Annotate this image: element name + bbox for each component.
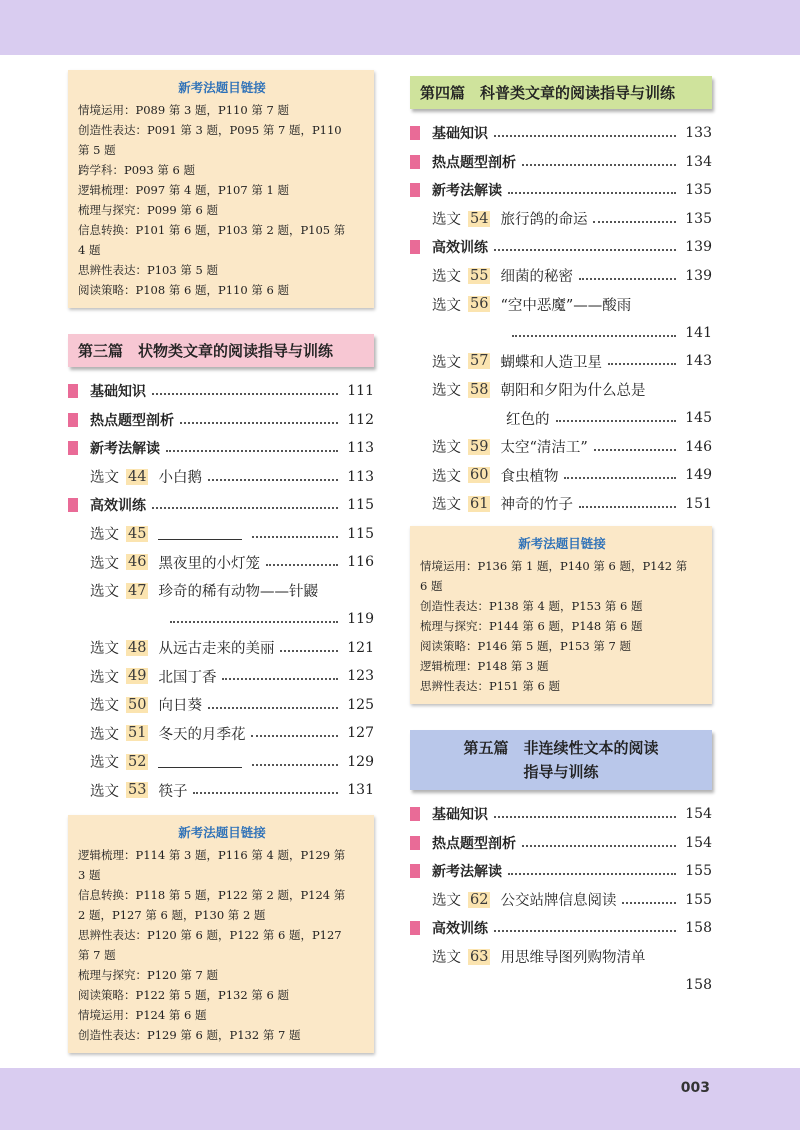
item-number: 45 bbox=[128, 525, 147, 542]
link-line: 梳理与探究：P120 第 7 题 bbox=[78, 967, 218, 982]
link-box-title: 新考法题目链接 bbox=[178, 824, 266, 840]
item-number: 48 bbox=[128, 639, 147, 656]
toc-item[interactable] bbox=[410, 943, 712, 972]
item-prefix: 选文 bbox=[432, 297, 461, 314]
link-box-title: 新考法题目链接 bbox=[178, 80, 266, 95]
item-prefix: 选文 bbox=[90, 783, 119, 800]
page-number: 145 bbox=[685, 410, 712, 427]
link-line: 3 题 bbox=[78, 867, 101, 882]
item-title: 旅行鸽的命运 bbox=[500, 212, 588, 229]
dot-leader bbox=[579, 268, 676, 280]
item-number: 59 bbox=[470, 438, 489, 455]
pink-bullet-icon bbox=[410, 126, 420, 140]
page-number: 112 bbox=[347, 411, 374, 428]
top-band bbox=[0, 0, 800, 55]
pink-bullet-icon bbox=[68, 413, 78, 427]
link-line: 梳理与探究：P099 第 6 题 bbox=[78, 203, 218, 217]
toc-item[interactable] bbox=[68, 776, 374, 805]
page-number: 135 bbox=[685, 210, 712, 227]
link-box-3 bbox=[410, 526, 712, 704]
toc-item[interactable] bbox=[410, 433, 712, 462]
toc-item[interactable] bbox=[68, 577, 374, 606]
link-line: 逻辑梳理：P114 第 3 题，P116 第 4 题，P129 第 bbox=[78, 847, 346, 862]
pink-bullet-icon bbox=[410, 183, 420, 197]
link-line: 第 7 题 bbox=[78, 947, 116, 962]
item-prefix: 选文 bbox=[90, 755, 119, 772]
item-number: 46 bbox=[128, 554, 147, 571]
toc-category[interactable] bbox=[68, 434, 374, 463]
link-line: 情境运用：P124 第 6 题 bbox=[78, 1007, 207, 1022]
item-number: 61 bbox=[470, 495, 489, 512]
item-number: 52 bbox=[128, 753, 147, 770]
section-4-title: 第四篇 科普类文章的阅读指导与训练 bbox=[410, 76, 712, 109]
item-prefix: 选文 bbox=[90, 698, 119, 715]
link-box-title: 新考法题目链接 bbox=[518, 536, 606, 551]
dot-leader bbox=[251, 725, 338, 737]
section-5-toc bbox=[410, 800, 712, 1000]
link-line: 情境运用：P089 第 3 题，P110 第 7 题 bbox=[78, 103, 289, 117]
dot-leader bbox=[508, 182, 676, 194]
link-line: 阅读策略：P146 第 5 题，P153 第 7 题 bbox=[420, 639, 631, 653]
page-number: 127 bbox=[347, 725, 374, 742]
category-label: 基础知识 bbox=[90, 384, 146, 401]
page-number: 125 bbox=[347, 696, 374, 713]
toc-item-continued[interactable] bbox=[410, 404, 712, 433]
category-label: 高效训练 bbox=[432, 921, 488, 938]
dot-leader bbox=[252, 754, 338, 766]
category-label: 高效训练 bbox=[90, 498, 146, 515]
link-line: 跨学科：P093 第 6 题 bbox=[78, 163, 195, 177]
page-number: 123 bbox=[347, 668, 374, 685]
dot-leader bbox=[608, 353, 676, 365]
item-title: 公交站牌信息阅读 bbox=[500, 893, 617, 910]
dot-leader bbox=[522, 835, 676, 847]
link-line: 第 5 题 bbox=[78, 143, 116, 157]
link-line: 创造性表达：P091 第 3 题，P095 第 7 题，P110 bbox=[78, 123, 342, 137]
dot-leader bbox=[222, 668, 338, 680]
section-5-title-line1: 第五篇 非连续性文本的阅读 bbox=[463, 739, 659, 757]
dot-leader bbox=[180, 412, 338, 424]
toc-item-continued[interactable] bbox=[410, 971, 712, 1000]
page-number: 119 bbox=[347, 611, 374, 628]
toc-item[interactable] bbox=[68, 548, 374, 577]
page-number: 155 bbox=[685, 891, 712, 908]
dot-leader bbox=[152, 383, 338, 395]
item-prefix: 选文 bbox=[432, 354, 461, 371]
item-title: 筷子 bbox=[158, 783, 188, 800]
dot-leader bbox=[170, 611, 338, 623]
blank-line bbox=[158, 755, 242, 768]
toc-category[interactable] bbox=[410, 176, 712, 205]
dot-leader bbox=[494, 806, 676, 818]
item-prefix: 选文 bbox=[90, 470, 119, 487]
dot-leader bbox=[494, 125, 676, 137]
page-number: 113 bbox=[347, 440, 374, 457]
link-line: 情境运用：P136 第 1 题，P140 第 6 题，P142 第 bbox=[420, 559, 688, 573]
dot-leader bbox=[152, 497, 338, 509]
item-title: 珍奇的稀有动物——针鼹 bbox=[158, 584, 318, 601]
item-title: 向日葵 bbox=[158, 698, 202, 715]
item-number: 60 bbox=[470, 467, 489, 484]
toc-category[interactable] bbox=[68, 491, 374, 520]
category-label: 热点题型剖析 bbox=[432, 154, 516, 171]
link-line: 创造性表达：P138 第 4 题，P153 第 6 题 bbox=[420, 599, 643, 613]
toc-item[interactable] bbox=[68, 463, 374, 492]
item-number: 62 bbox=[470, 891, 489, 908]
item-title: 黑夜里的小灯笼 bbox=[158, 555, 260, 572]
category-label: 新考法解读 bbox=[432, 864, 502, 881]
item-title: 太空“清洁工” bbox=[500, 440, 588, 457]
item-number: 53 bbox=[128, 782, 147, 799]
link-line: 信息转换：P118 第 5 题，P122 第 2 题，P124 第 bbox=[78, 887, 346, 902]
pink-bullet-icon bbox=[410, 240, 420, 254]
toc-category[interactable] bbox=[68, 406, 374, 435]
pink-bullet-icon bbox=[410, 807, 420, 821]
section-3-title: 第三篇 状物类文章的阅读指导与训练 bbox=[68, 334, 374, 367]
toc-item[interactable] bbox=[410, 347, 712, 376]
item-prefix: 选文 bbox=[432, 440, 461, 457]
pink-bullet-icon bbox=[68, 441, 78, 455]
link-line: 6 题 bbox=[420, 579, 443, 593]
dot-leader bbox=[579, 496, 676, 508]
pink-bullet-icon bbox=[410, 864, 420, 878]
page-number-footer: 003 bbox=[680, 1080, 710, 1096]
page-number: 149 bbox=[685, 467, 712, 484]
item-title: 用思维导图列购物清单 bbox=[500, 950, 646, 967]
page-number: 134 bbox=[685, 153, 712, 170]
toc-category[interactable] bbox=[68, 377, 374, 406]
item-number: 47 bbox=[128, 582, 147, 599]
dot-leader bbox=[594, 439, 676, 451]
category-label: 高效训练 bbox=[432, 240, 488, 257]
dot-leader bbox=[512, 325, 676, 337]
toc-item[interactable] bbox=[68, 748, 374, 777]
dot-leader bbox=[208, 469, 338, 481]
toc-category[interactable] bbox=[410, 233, 712, 262]
toc-item[interactable] bbox=[68, 634, 374, 663]
dot-leader bbox=[564, 467, 676, 479]
link-line: 思辨性表达：P151 第 6 题 bbox=[420, 679, 560, 693]
item-title: 北国丁香 bbox=[158, 669, 217, 686]
toc-item[interactable] bbox=[410, 205, 712, 234]
item-title: 朝阳和夕阳为什么总是 bbox=[500, 383, 646, 400]
item-prefix: 选文 bbox=[90, 726, 119, 743]
dot-leader bbox=[166, 440, 338, 452]
item-prefix: 选文 bbox=[432, 468, 461, 485]
item-number: 51 bbox=[128, 725, 147, 742]
blank-line bbox=[158, 527, 242, 540]
dot-leader bbox=[556, 410, 677, 422]
dot-leader bbox=[266, 554, 338, 566]
dot-leader bbox=[522, 154, 676, 166]
item-prefix: 选文 bbox=[90, 584, 119, 601]
dot-leader bbox=[280, 640, 338, 652]
item-prefix: 选文 bbox=[90, 555, 119, 572]
toc-item[interactable] bbox=[68, 662, 374, 691]
dot-leader bbox=[508, 863, 676, 875]
page-number: 115 bbox=[347, 525, 374, 542]
item-number: 55 bbox=[470, 267, 489, 284]
dot-leader bbox=[193, 782, 338, 794]
page-number: 154 bbox=[685, 834, 712, 851]
toc-item-continued[interactable] bbox=[68, 605, 374, 634]
toc-item[interactable] bbox=[410, 490, 712, 519]
toc-category[interactable] bbox=[410, 119, 712, 148]
dot-leader bbox=[622, 892, 676, 904]
item-prefix: 选文 bbox=[432, 212, 461, 229]
link-line: 4 题 bbox=[78, 243, 101, 257]
item-title: 蝴蝶和人造卫星 bbox=[500, 354, 602, 371]
item-prefix: 选文 bbox=[432, 383, 461, 400]
link-line: 创造性表达：P129 第 6 题，P132 第 7 题 bbox=[78, 1027, 301, 1042]
item-number: 57 bbox=[470, 353, 489, 370]
toc-item[interactable] bbox=[68, 719, 374, 748]
toc-category[interactable] bbox=[410, 829, 712, 858]
item-number: 56 bbox=[470, 296, 489, 313]
toc-category[interactable] bbox=[410, 857, 712, 886]
page-number: 154 bbox=[685, 806, 712, 823]
link-box-2 bbox=[68, 815, 374, 1053]
item-number: 54 bbox=[470, 210, 489, 227]
toc-item[interactable] bbox=[410, 262, 712, 291]
page-number: 139 bbox=[685, 267, 712, 284]
link-line: 信息转换：P101 第 6 题，P103 第 2 题，P105 第 bbox=[78, 223, 346, 237]
page-number: 131 bbox=[347, 782, 374, 799]
page-number: 121 bbox=[347, 639, 374, 656]
item-prefix: 选文 bbox=[90, 527, 119, 544]
toc-item-continued[interactable] bbox=[410, 319, 712, 348]
toc-item[interactable] bbox=[68, 520, 374, 549]
pink-bullet-icon bbox=[410, 836, 420, 850]
page-number: 139 bbox=[685, 239, 712, 256]
dot-leader bbox=[494, 239, 676, 251]
link-line: 梳理与探究：P144 第 6 题，P148 第 6 题 bbox=[420, 619, 643, 633]
item-prefix: 选文 bbox=[432, 950, 461, 967]
page-number: 133 bbox=[685, 125, 712, 142]
item-prefix: 选文 bbox=[90, 641, 119, 658]
page-number: 141 bbox=[685, 324, 712, 341]
section-5-title-line2: 指导与训练 bbox=[523, 763, 599, 781]
category-label: 新考法解读 bbox=[432, 183, 502, 200]
toc-item[interactable] bbox=[410, 290, 712, 319]
item-prefix: 选文 bbox=[432, 497, 461, 514]
section-4-toc bbox=[410, 119, 712, 518]
item-title: 小白鹅 bbox=[158, 470, 202, 487]
item-title: “空中恶魔”——酸雨 bbox=[500, 297, 632, 314]
dot-leader bbox=[208, 697, 338, 709]
link-line: 2 题，P127 第 6 题，P130 第 2 题 bbox=[78, 907, 266, 922]
page-number: 143 bbox=[685, 353, 712, 370]
dot-leader bbox=[494, 920, 676, 932]
item-title: 从远古走来的美丽 bbox=[158, 641, 275, 658]
pink-bullet-icon bbox=[410, 921, 420, 935]
link-line: 思辨性表达：P103 第 5 题 bbox=[78, 263, 218, 277]
page-number: 135 bbox=[685, 182, 712, 199]
item-number: 50 bbox=[128, 696, 147, 713]
item-title: 红色的 bbox=[506, 411, 550, 428]
link-box-1 bbox=[68, 70, 374, 308]
page-number: 158 bbox=[685, 977, 712, 994]
page-number: 111 bbox=[347, 383, 374, 400]
toc-item[interactable] bbox=[410, 886, 712, 915]
page-number: 155 bbox=[685, 863, 712, 880]
bottom-band bbox=[0, 1068, 800, 1130]
item-prefix: 选文 bbox=[90, 669, 119, 686]
item-title: 细菌的秘密 bbox=[500, 269, 573, 286]
page-number: 151 bbox=[685, 495, 712, 512]
spacer bbox=[512, 978, 676, 988]
category-label: 新考法解读 bbox=[90, 441, 160, 458]
category-label: 基础知识 bbox=[432, 126, 488, 143]
pink-bullet-icon bbox=[410, 155, 420, 169]
item-number: 49 bbox=[128, 668, 147, 685]
section-3-toc bbox=[68, 377, 374, 805]
page-number: 116 bbox=[347, 554, 374, 571]
pink-bullet-icon bbox=[68, 384, 78, 398]
link-line: 阅读策略：P108 第 6 题，P110 第 6 题 bbox=[78, 283, 289, 297]
item-number: 44 bbox=[128, 468, 147, 485]
page-number: 146 bbox=[685, 438, 712, 455]
link-line: 思辨性表达：P120 第 6 题，P122 第 6 题，P127 bbox=[78, 927, 342, 942]
pink-bullet-icon bbox=[68, 498, 78, 512]
item-number: 58 bbox=[470, 381, 489, 398]
toc-category[interactable] bbox=[410, 914, 712, 943]
item-title: 冬天的月季花 bbox=[158, 726, 246, 743]
toc-item[interactable] bbox=[68, 691, 374, 720]
category-label: 热点题型剖析 bbox=[90, 412, 174, 429]
item-number: 63 bbox=[470, 948, 489, 965]
page-number: 158 bbox=[685, 920, 712, 937]
toc-item[interactable] bbox=[410, 461, 712, 490]
dot-leader bbox=[252, 526, 338, 538]
category-label: 热点题型剖析 bbox=[432, 835, 516, 852]
page-number: 129 bbox=[347, 753, 374, 770]
left-column bbox=[68, 70, 374, 1053]
dot-leader bbox=[593, 211, 676, 223]
item-prefix: 选文 bbox=[432, 269, 461, 286]
item-prefix: 选文 bbox=[432, 893, 461, 910]
section-5-title bbox=[410, 730, 712, 790]
right-column bbox=[410, 70, 712, 1000]
item-title: 神奇的竹子 bbox=[500, 497, 573, 514]
link-line: 逻辑梳理：P097 第 4 题，P107 第 1 题 bbox=[78, 183, 289, 197]
item-title: 食虫植物 bbox=[500, 468, 559, 485]
link-line: 逻辑梳理：P148 第 3 题 bbox=[420, 659, 549, 673]
category-label: 基础知识 bbox=[432, 807, 488, 824]
toc-category[interactable] bbox=[410, 148, 712, 177]
page-number: 115 bbox=[347, 497, 374, 514]
page-number: 113 bbox=[347, 468, 374, 485]
toc-item[interactable] bbox=[410, 376, 712, 405]
toc-category[interactable] bbox=[410, 800, 712, 829]
link-line: 阅读策略：P122 第 5 题，P132 第 6 题 bbox=[78, 987, 289, 1002]
